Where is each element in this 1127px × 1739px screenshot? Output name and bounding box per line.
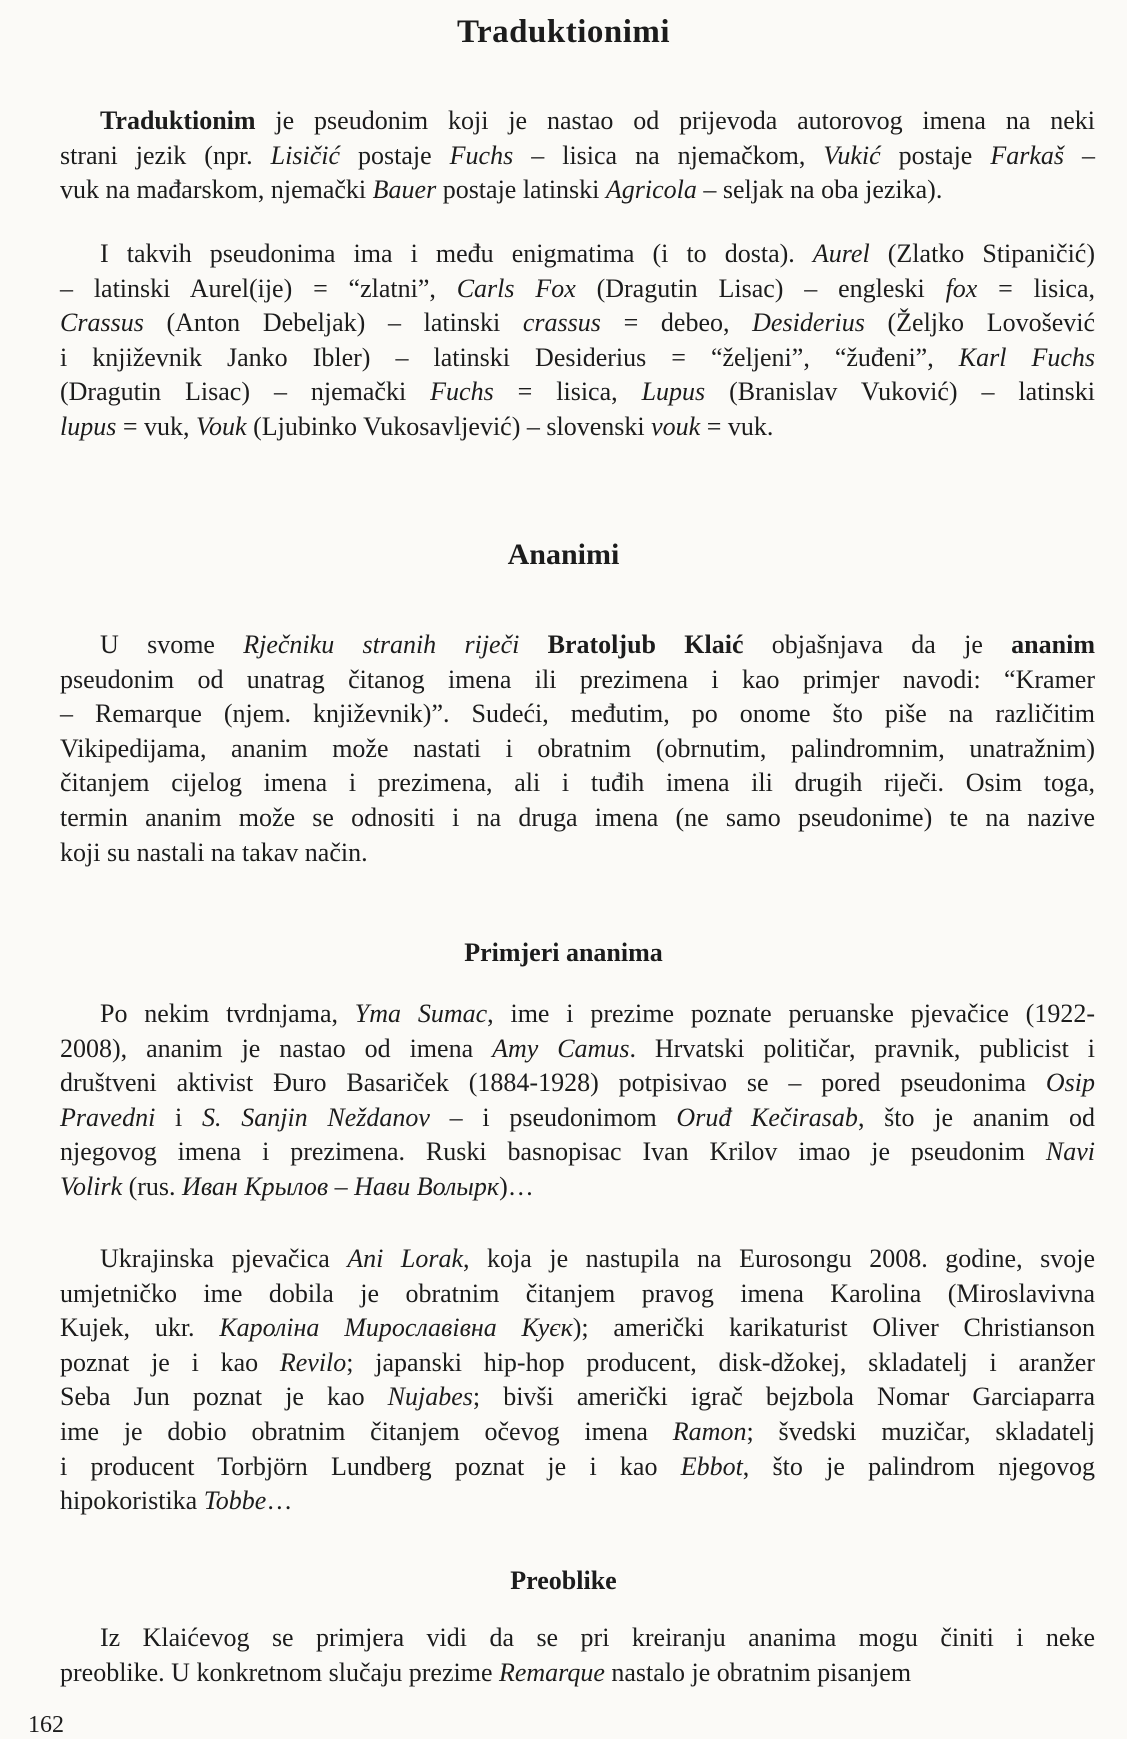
italic-text-run: Crassus — [60, 308, 144, 338]
text-run: )… — [499, 1171, 534, 1201]
text-line — [60, 1450, 1095, 1485]
text-run: – latinski Aurel(ije) = “zlatni”, — [60, 273, 457, 303]
text-line — [60, 375, 1095, 410]
text-run: , ime i prezime poznate peruanske pjevačice (1922- — [487, 999, 1096, 1028]
text-run: je pseudonim koji je nastao od prijevoda autorovog imena na neki — [255, 106, 1095, 135]
italic-text-run: Иван Крылов – Нави Волырк — [182, 1171, 500, 1201]
traduktionim-examples-paragraph — [60, 237, 1095, 445]
text-line — [60, 766, 1095, 801]
text-line — [60, 1032, 1095, 1067]
bold-text-run: Traduktionim — [100, 106, 256, 135]
text-run: objašnjava da je — [743, 630, 1012, 659]
text-line — [60, 697, 1095, 732]
text-run: Vikipedijama, ananim može nastati i obratnim (obrnutim, palindromnim, unatražnim) — [60, 733, 1095, 763]
italic-text-run: Pravedni — [60, 1102, 156, 1132]
italic-text-run: Amy Camus — [492, 1033, 630, 1063]
text-run: termin ananim može se odnositi i na druga imena (ne samo pseudonime) te na nazive — [60, 802, 1095, 832]
text-run: hipokoristika — [60, 1486, 204, 1516]
text-run: (Dragutin Lisac) – njemački — [60, 377, 431, 407]
text-line — [60, 341, 1095, 376]
text-run: umjetničko ime dobila je obratnim čitanjem pravog imena Karolina (Miroslavivna — [60, 1278, 1095, 1308]
italic-text-run: Aurel — [812, 239, 870, 268]
text-run: (Anton Debeljak) – latinski — [143, 308, 523, 338]
text-line — [60, 836, 1095, 871]
italic-text-run: Lupus — [641, 377, 706, 407]
text-line — [60, 1656, 1095, 1691]
text-run — [519, 630, 547, 659]
text-run: nastalo je obratnim pisanjem — [604, 1657, 912, 1687]
text-run: = lisica, — [493, 377, 642, 407]
text-run: , što je palindrom njegovog — [742, 1451, 1095, 1481]
italic-text-run: Кароліна Мирославівна Куєк — [219, 1313, 573, 1343]
italic-text-run: vouk — [651, 411, 701, 441]
italic-text-run: Vouk — [196, 411, 247, 441]
text-run: koji su nastali na takav način. — [60, 837, 368, 867]
bold-text-run: Bratoljub Klaić — [547, 630, 744, 659]
italic-text-run: Oruđ Kečirasab — [676, 1102, 858, 1132]
text-run: I takvih pseudonima ima i među enigmatima (i to dosta). — [100, 239, 813, 268]
italic-text-run: Fuchs — [449, 140, 514, 170]
text-run: i književnik Janko Ibler) – latinski Desiderius = “željeni”, “žuđeni”, — [60, 342, 959, 372]
text-line — [60, 306, 1095, 341]
text-line — [60, 272, 1095, 307]
text-line — [60, 732, 1095, 767]
text-line — [60, 1242, 1095, 1277]
text-run: (rus. — [122, 1171, 183, 1201]
italic-text-run: Ebbot — [680, 1451, 743, 1481]
italic-text-run: Yma Sumac — [354, 999, 488, 1028]
text-line — [60, 1101, 1095, 1136]
text-line — [60, 1066, 1095, 1101]
text-line — [60, 628, 1095, 663]
bold-text-run: ananim — [1011, 630, 1095, 659]
preoblike-paragraph — [60, 1621, 1095, 1690]
text-line — [60, 139, 1095, 174]
text-line — [60, 801, 1095, 836]
italic-text-run: Tobbe — [203, 1486, 267, 1516]
text-run: preoblike. U konkretnom slučaju prezime — [60, 1657, 499, 1687]
text-run: , koja je nastupila na Eurosongu 2008. godine, svoje — [463, 1244, 1095, 1273]
italic-text-run: lupus — [60, 411, 117, 441]
italic-text-run: Navi — [1045, 1137, 1096, 1167]
text-run: ; bivši američki igrač bejzbola Nomar Garciaparra — [472, 1382, 1095, 1412]
italic-text-run: Rječniku stranih riječi — [243, 630, 520, 659]
text-line — [60, 1311, 1095, 1346]
text-line — [60, 410, 1095, 445]
text-run: , što je ananim od — [857, 1102, 1095, 1132]
text-run: (Ljubinko Vukosavljević) – slovenski — [246, 411, 652, 441]
italic-text-run: Fuchs — [430, 377, 494, 407]
italic-text-run: Volirk — [60, 1171, 123, 1201]
italic-text-run: Ramon — [672, 1416, 747, 1446]
text-run: ); američki karikaturist Oliver Christianson — [572, 1313, 1095, 1343]
text-run: i — [155, 1102, 202, 1132]
text-line — [60, 237, 1095, 272]
primjeri-paragraph-1 — [60, 997, 1095, 1205]
text-run: postaje — [880, 140, 991, 170]
traduktionim-definition-paragraph — [60, 104, 1095, 208]
text-run: = debeo, — [600, 308, 753, 338]
text-run: ; japanski hip-hop producent, disk-džokej, skladatelj i aranžer — [346, 1347, 1095, 1377]
text-run: pseudonim od unatrag čitanog imena ili prezimena i kao primjer navodi: “Kramer — [60, 664, 1095, 694]
text-line — [60, 1415, 1095, 1450]
section-heading-preoblike: Preoblike — [510, 1566, 617, 1595]
text-line — [60, 1484, 1095, 1519]
section-heading-ananimi: Ananimi — [507, 538, 620, 571]
text-run: (Branislav Vuković) – latinski — [705, 377, 1095, 407]
italic-text-run: Vukić — [823, 140, 881, 170]
text-run: (Željko Lovošević — [864, 308, 1095, 338]
italic-text-run: Farkaš — [990, 140, 1065, 170]
text-run: … — [266, 1486, 293, 1516]
italic-text-run: Remarque — [498, 1657, 605, 1687]
text-line — [60, 663, 1095, 698]
text-line — [60, 173, 1095, 208]
italic-text-run: Karl Fuchs — [958, 342, 1095, 372]
text-run: – i pseudonimom — [429, 1102, 677, 1132]
italic-text-run: Bauer — [372, 175, 437, 205]
text-run: = vuk, — [116, 411, 197, 441]
text-run: njegovog imena i prezimena. Ruski basnopisac Ivan Krilov imao je pseudonim — [60, 1137, 1046, 1167]
text-run: Iz Klaićevog se primjera vidi da se pri kreiranju ananima mogu činiti i neke — [100, 1623, 1095, 1652]
text-line — [60, 1621, 1095, 1656]
text-run: Po nekim tvrdnjama, — [100, 999, 355, 1028]
italic-text-run: Desiderius — [752, 308, 865, 338]
text-run: Kujek, ukr. — [60, 1313, 220, 1343]
italic-text-run: Osip — [1045, 1068, 1095, 1098]
text-run: – lisica na njemačkom, — [513, 140, 824, 170]
text-run: Seba Jun poznat je kao — [60, 1382, 388, 1412]
text-line — [60, 1170, 1095, 1205]
page-title: Traduktionimi — [456, 14, 671, 50]
text-run: postaje latinski — [436, 175, 606, 205]
page-number: 162 — [28, 1712, 64, 1738]
text-run: (Dragutin Lisac) – engleski — [575, 273, 946, 303]
text-line — [60, 997, 1095, 1032]
text-line — [60, 1135, 1095, 1170]
text-run: – — [1064, 140, 1096, 170]
text-run: i producent Torbjörn Lundberg poznat je i kao — [60, 1451, 681, 1481]
italic-text-run: Revilo — [279, 1347, 347, 1377]
ananimi-paragraph — [60, 628, 1095, 870]
text-run: poznat je i kao — [60, 1347, 280, 1377]
text-line — [60, 1277, 1095, 1312]
text-run: postaje — [340, 140, 450, 170]
text-run: strani jezik (npr. — [60, 140, 271, 170]
italic-text-run: Nujabes — [387, 1382, 473, 1412]
text-run: 2008), ananim je nastao od imena — [60, 1033, 493, 1063]
text-run: ime je dobio obratnim čitanjem očevog imena — [60, 1416, 673, 1446]
primjeri-paragraph-2 — [60, 1242, 1095, 1519]
text-run: Ukrajinska pjevačica — [100, 1244, 348, 1273]
text-run: . Hrvatski političar, pravnik, publicist i — [629, 1033, 1095, 1063]
text-run: – seljak na oba jezika). — [696, 175, 943, 205]
text-run: vuk na mađarskom, njemački — [60, 175, 373, 205]
text-run: društveni aktivist Đuro Basariček (1884-1928) potpisivao se – pored pseudonima — [60, 1068, 1046, 1098]
italic-text-run: Ani Lorak — [347, 1244, 464, 1273]
italic-text-run: crassus — [522, 308, 601, 338]
section-heading-primjeri-ananima: Primjeri ananima — [464, 938, 663, 967]
text-run: = lisica, — [977, 273, 1095, 303]
text-line — [60, 104, 1095, 139]
italic-text-run: Carls Fox — [456, 273, 576, 303]
text-run: čitanjem cijelog imena i prezimena, ali i tuđih imena ili drugih riječi. Osim toga, — [60, 768, 1095, 798]
text-line — [60, 1346, 1095, 1381]
italic-text-run: S. Sanjin Neždanov — [202, 1102, 430, 1132]
text-line — [60, 1380, 1095, 1415]
text-run: – Remarque (njem. književnik)”. Sudeći, međutim, po onome što piše na različitim — [60, 699, 1095, 729]
italic-text-run: Agricola — [605, 175, 697, 205]
italic-text-run: Lisičić — [270, 140, 341, 170]
italic-text-run: fox — [945, 273, 978, 303]
text-run: = vuk. — [700, 411, 774, 441]
text-run: (Zlatko Stipaničić) — [869, 239, 1095, 268]
text-run: U svome — [100, 630, 244, 659]
text-run: ; švedski muzičar, skladatelj — [746, 1416, 1096, 1446]
